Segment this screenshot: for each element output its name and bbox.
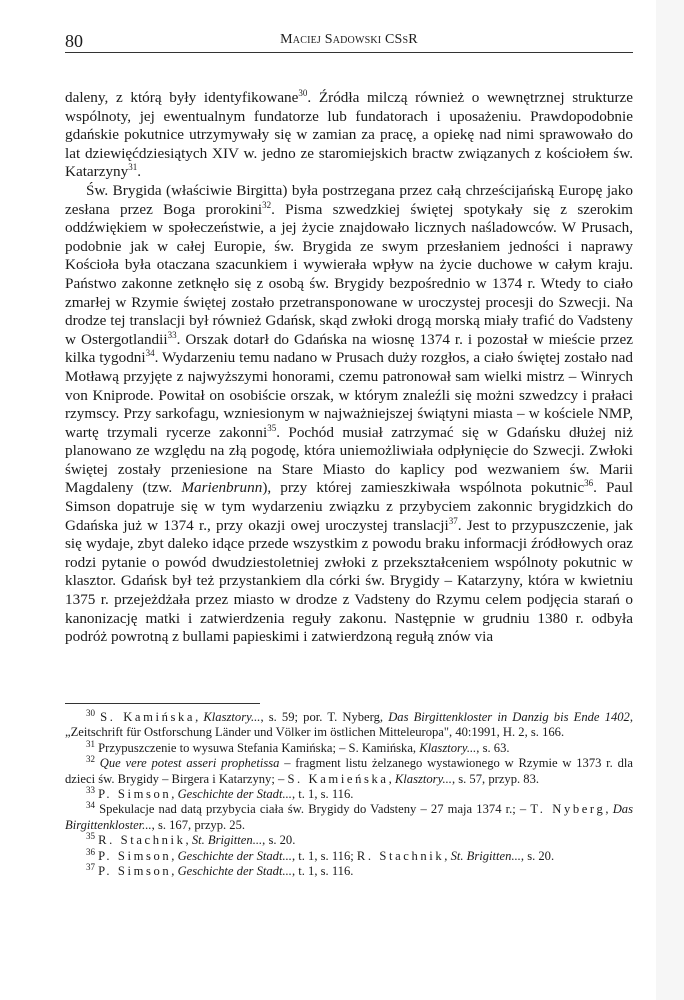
text: , [171,787,178,802]
page-edge-shadow [656,0,684,1000]
text: ), przy której zamieszkiwała wspólnota pokutnic [262,479,585,497]
author: P. Simson [98,787,172,802]
body-text [65,89,633,647]
italic-term: Marienbrunn [181,479,263,497]
text: . Jest to przypuszczenie, jak się wydaje, zbyt daleko idące przede wszystkim z powodu braku informacji źródłowych oraz rodzi pytanie o powód dwudziestoletniej zwłoki z przekształceniem wspólnoty pokutnic w klasztor. Gdańsk był też przystankiem dla córki św. Brygidy – Katarzyny, która w kwietniu 1375 r. przejeżdżała przez miasto w drodze z Vadsteny do Rzymu celem podjęcia starań o kanonizację matki i zatwierdzenia reguły zakonu. Następnie w grudniu 1380 r. odbyła podróż powrotną z bullami papieskimi i zatwierdzoną regułą znów via [65,516,633,646]
text: , s. 57, przyp. 83. [451,771,540,786]
work-title: Geschichte der Stadt... [177,787,292,802]
work-title: St. Brigitten... [191,833,263,848]
footnote-ref[interactable]: 34 [145,348,155,359]
text: , s. 167, przyp. 25. [151,817,246,832]
text: . Źródła milczą również o wewnętrznej strukturze wspólnoty, jej ewentualnym fundatorze lub fundatorach i uposażeniu. Prawdopodobnie gdańskie pokutnice utrzymywały się w zamian za pracę, a opiekę nad nimi sprawowało do lat dziewięćdziesiątych XIV w. jedno ze staromiejskich bractw związanych z kościołem św. Katarzyny [65,89,633,181]
running-head: Maciej Sadowski CSsR [280,32,418,47]
text: , s. 20. [520,848,555,863]
page-header [65,30,633,53]
author: T. Nyberg [530,802,606,817]
text: , [388,771,395,786]
text: , „Zeitschrift für Ostforschung Länder und Völker im östlichen Mitteleuropa", 40:1991, H. 2, s. 166. [65,710,633,740]
work-title: Klasztory... [394,771,452,786]
work-title: Geschichte der Stadt... [177,848,292,863]
text: Św. Brygida (właściwie Birgitta) była postrzegana przez całą chrześcijańską Europę jako zesłana przez Boga prorokini [65,181,633,218]
footnote-ref[interactable]: 37 [448,515,458,526]
footnote-number: 34 [86,800,95,811]
text: , [444,848,451,863]
footnote-number: 30 [86,707,95,718]
text: , t. 1, s. 116; [291,848,357,863]
work-title: St. Brigitten... [450,848,521,863]
text: . Pochód musiał zatrzymać się w Gdańsku dłużej niż planowano ze względu na złą pogodę, która uniemożliwiała odpłynięcie do Szwecji. Zwłoki świętej zostały przeniesione na Stare Miasto do kaplicy pod wezwaniem św. Marii Magdaleny (tzw. [65,423,633,497]
text: , [171,848,178,863]
text: . Wydarzeniu temu nadano w Prusach duży rozgłos, a ciało świętej zostało nad Motławą przyjęte z najwyższymi honorami, czemu patronował sam wielki mistrz – Winrych von Kniprode. Powitał on osobiście orszak, w którym znaleźli się możni szwedzcy i prałaci rzymscy. Przy sarkofagu, wzniesionym w najważniejszej świątyni miasta – w kościele NMP, wartę trzymali rycerze zakonni [65,349,633,441]
text: daleny, z którą były identyfikowane [65,89,299,106]
text: , [185,833,192,848]
footnote-ref[interactable]: 32 [262,199,272,210]
footnote-ref[interactable]: 31 [128,162,138,173]
work-title: Que vere potest asseri prophetissa [99,756,280,771]
text: – fragment listu żelzanego wystawionego w Rzymie w 1373 r. dla dzieci św. Brygidy – Birgera i Katarzyny; – [65,756,633,786]
author: S. Kamińska [100,710,196,724]
work-title: Das Birgittenkloster in Danzig bis Ende 1402 [388,710,630,724]
footnote-number: 32 [86,754,95,765]
author: P. Simson [98,848,172,863]
work-title: Klasztory... [203,710,261,724]
footnote-number: 35 [86,831,95,842]
text: , s. 59; por. T. Nyberg, [260,710,389,724]
footnote-number: 31 [86,738,95,749]
footnote-ref[interactable]: 35 [267,422,277,433]
text: Przypuszczenie to wysuwa Stefania Kamińska; – S. Kamińska, [98,740,420,755]
footnote-30 [65,707,633,741]
footnote-33 [65,784,633,802]
footnote-36 [65,846,633,864]
text: , [171,864,178,879]
text: , [605,802,613,817]
work-title: Das Birgittenkloster... [65,802,633,832]
footnote-ref[interactable]: 36 [584,478,594,489]
footnote-separator [65,703,260,704]
footnote-number: 33 [86,784,95,795]
author: S. Kamieńska [287,771,389,786]
text: , t. 1, s. 116. [291,787,354,802]
footnote-35 [65,833,633,848]
footnote-number: 36 [86,846,95,857]
work-title: Klasztory... [419,740,477,755]
footnote-ref[interactable]: 30 [298,87,308,98]
text: , s. 20. [262,833,296,848]
author: P. Simson [98,864,172,879]
page-number: 80 [65,31,83,51]
work-title: Geschichte der Stadt... [177,864,292,879]
text: , s. 63. [476,740,510,755]
footnote-32 [65,756,633,787]
footnote-number: 37 [86,861,95,872]
text: , [195,710,204,724]
text: . Paul Simson dopatruje się w tym wydarzeniu związku z przybyciem zakonnic brygidzkich do Gdańska już w 1374 r., przy okazji owej uroczystej translacji [65,479,633,534]
text: . Orszak dotarł do Gdańska na wiosnę 1374 r. i pozostał w mieście przez kilka tygodni [65,330,633,367]
text: . [137,163,142,181]
author: R. Stachnik [356,848,445,863]
footnotes [65,707,633,879]
text: . Pisma szwedzkiej świętej spotykały się z szerokim oddźwiękiem w społeczeństwie, a jej życie znajdowało licznych naśladowców. W Prusach, podobnie jak w całej Europie, św. Brygida ze swym przesłaniem jedności i naprawy Kościoła była otaczana szacunkiem i wywierała wpływ na życie duchowe w całym kraju. Państwo zakonne zetknęło się z osobą św. Brygidy bezpośrednio w 1374 r. Wtedy to ciało zmarłej w Rzymie świętej zostało przetransponowane w uroczystej procesji do Szwecji. Na drodze tej translacji był również Gdańsk, skąd zwłoki drogą morską miały trafić do Vadsteny w Ostergotlandii [65,200,633,348]
footnote-ref[interactable]: 33 [167,329,177,340]
footnote-34 [65,802,633,833]
author: R. Stachnik [98,833,186,848]
footnote-37 [65,861,633,879]
paragraph [65,89,633,182]
footnote-31 [65,738,633,756]
text: Spekulacje nad datą przybycia ciała św. Brygidy do Vadsteny – 27 maja 1374 r.; – [99,802,531,817]
text: , t. 1, s. 116. [291,864,354,879]
paragraph [65,182,633,647]
